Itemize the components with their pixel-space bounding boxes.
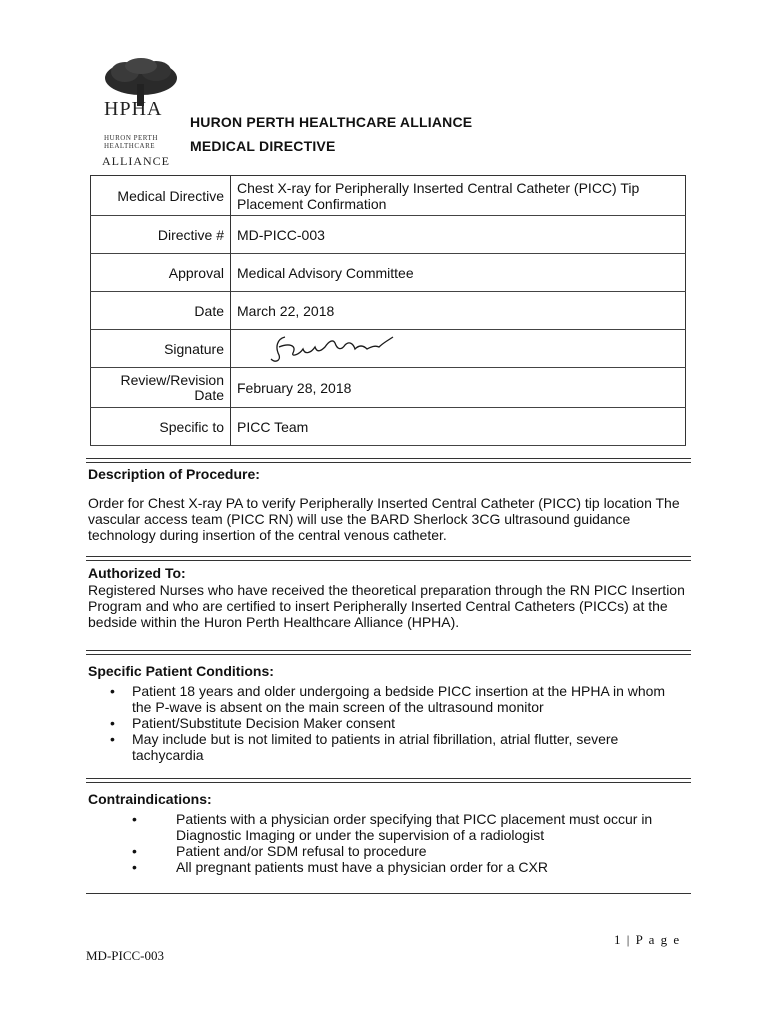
list-item: [110, 683, 677, 715]
table-row: [91, 368, 686, 408]
hpha-logo: [100, 58, 182, 168]
description-heading: Description of Procedure:: [88, 466, 260, 482]
row-value: February 28, 2018: [237, 379, 352, 396]
logo-small-text: HURON PERTH HEALTHCARE: [104, 134, 158, 150]
bullet-icon: •: [132, 859, 137, 875]
table-row: [91, 330, 686, 368]
section-divider: [86, 778, 691, 783]
authorized-body: Registered Nurses who have received the theoretical preparation through the RN PICC Insertion Program and who are certified to insert Peripherally Inserted Central Catheters (PICCs) at the bedside within the Huron Perth Healthcare Alliance (HPHA).: [88, 582, 685, 630]
org-name: HURON PERTH HEALTHCARE ALLIANCE: [190, 114, 473, 130]
section-divider: [86, 458, 691, 463]
description-body: Order for Chest X-ray PA to verify Peripherally Inserted Central Catheter (PICC) tip location The vascular access team (PICC RN) will use the BARD Sherlock 3CG ultrasound guidance technology during insertion of the central venous catheter.: [88, 495, 680, 543]
table-row: [91, 216, 686, 254]
directive-info-table: [90, 175, 686, 446]
bullet-icon: •: [110, 731, 115, 747]
table-row: [91, 254, 686, 292]
bullet-icon: •: [110, 683, 115, 699]
document-type: MEDICAL DIRECTIVE: [190, 138, 336, 154]
row-label: Date: [91, 292, 231, 330]
row-value: MD-PICC-003: [237, 226, 325, 243]
table-row: [91, 408, 686, 446]
row-label: Signature: [91, 330, 231, 368]
section-divider: [86, 893, 691, 895]
handwritten-signature: [237, 333, 407, 365]
list-item: [110, 731, 677, 763]
list-item: [132, 843, 681, 859]
list-item-text: Patient and/or SDM refusal to procedure: [176, 843, 427, 859]
signature-cell: [231, 330, 686, 368]
row-label: Medical Directive: [91, 176, 231, 216]
list-item: [132, 859, 681, 875]
logo-alliance-text: ALLIANCE: [102, 154, 170, 168]
footer-document-id: MD-PICC-003: [86, 948, 165, 963]
section-divider: [86, 650, 691, 655]
authorized-heading: Authorized To:: [88, 565, 186, 581]
conditions-list: [110, 683, 677, 763]
bullet-icon: •: [132, 843, 137, 859]
row-value: Chest X-ray for Peripherally Inserted Central Catheter (PICC) Tip Placement Confirmation: [237, 179, 640, 212]
row-value: PICC Team: [237, 418, 309, 435]
list-item-text: Patient/Substitute Decision Maker consent: [132, 715, 396, 731]
bullet-icon: •: [132, 811, 137, 827]
footer-page-number: 1 | P a g e: [614, 932, 681, 947]
list-item-text: All pregnant patients must have a physician order for a CXR: [176, 859, 548, 875]
row-label: Approval: [91, 254, 231, 292]
row-label: Specific to: [91, 408, 231, 446]
list-item-text: Patient 18 years and older undergoing a bedside PICC insertion at the HPHA in whom the P-wave is absent on the main screen of the ultrasound monitor: [132, 683, 666, 715]
contraindications-heading: Contraindications:: [88, 791, 212, 807]
list-item-text: May include but is not limited to patients in atrial fibrillation, atrial flutter, severe tachycardia: [132, 731, 619, 763]
conditions-heading: Specific Patient Conditions:: [88, 663, 274, 679]
list-item: [132, 811, 681, 843]
row-value: Medical Advisory Committee: [237, 264, 414, 281]
bullet-icon: •: [110, 715, 115, 731]
list-item-text: Patients with a physician order specifying that PICC placement must occur in Diagnostic Imaging or under the supervision of a radiologist: [176, 811, 653, 843]
section-divider: [86, 556, 691, 561]
table-row: [91, 292, 686, 330]
logo-abbreviation: HPHA: [104, 98, 163, 120]
contraindications-list: [132, 811, 681, 875]
row-label: Review/Revision Date: [91, 368, 231, 408]
table-row: [91, 176, 686, 216]
list-item: [110, 715, 677, 731]
row-label: Directive #: [91, 216, 231, 254]
row-value: March 22, 2018: [237, 302, 335, 319]
